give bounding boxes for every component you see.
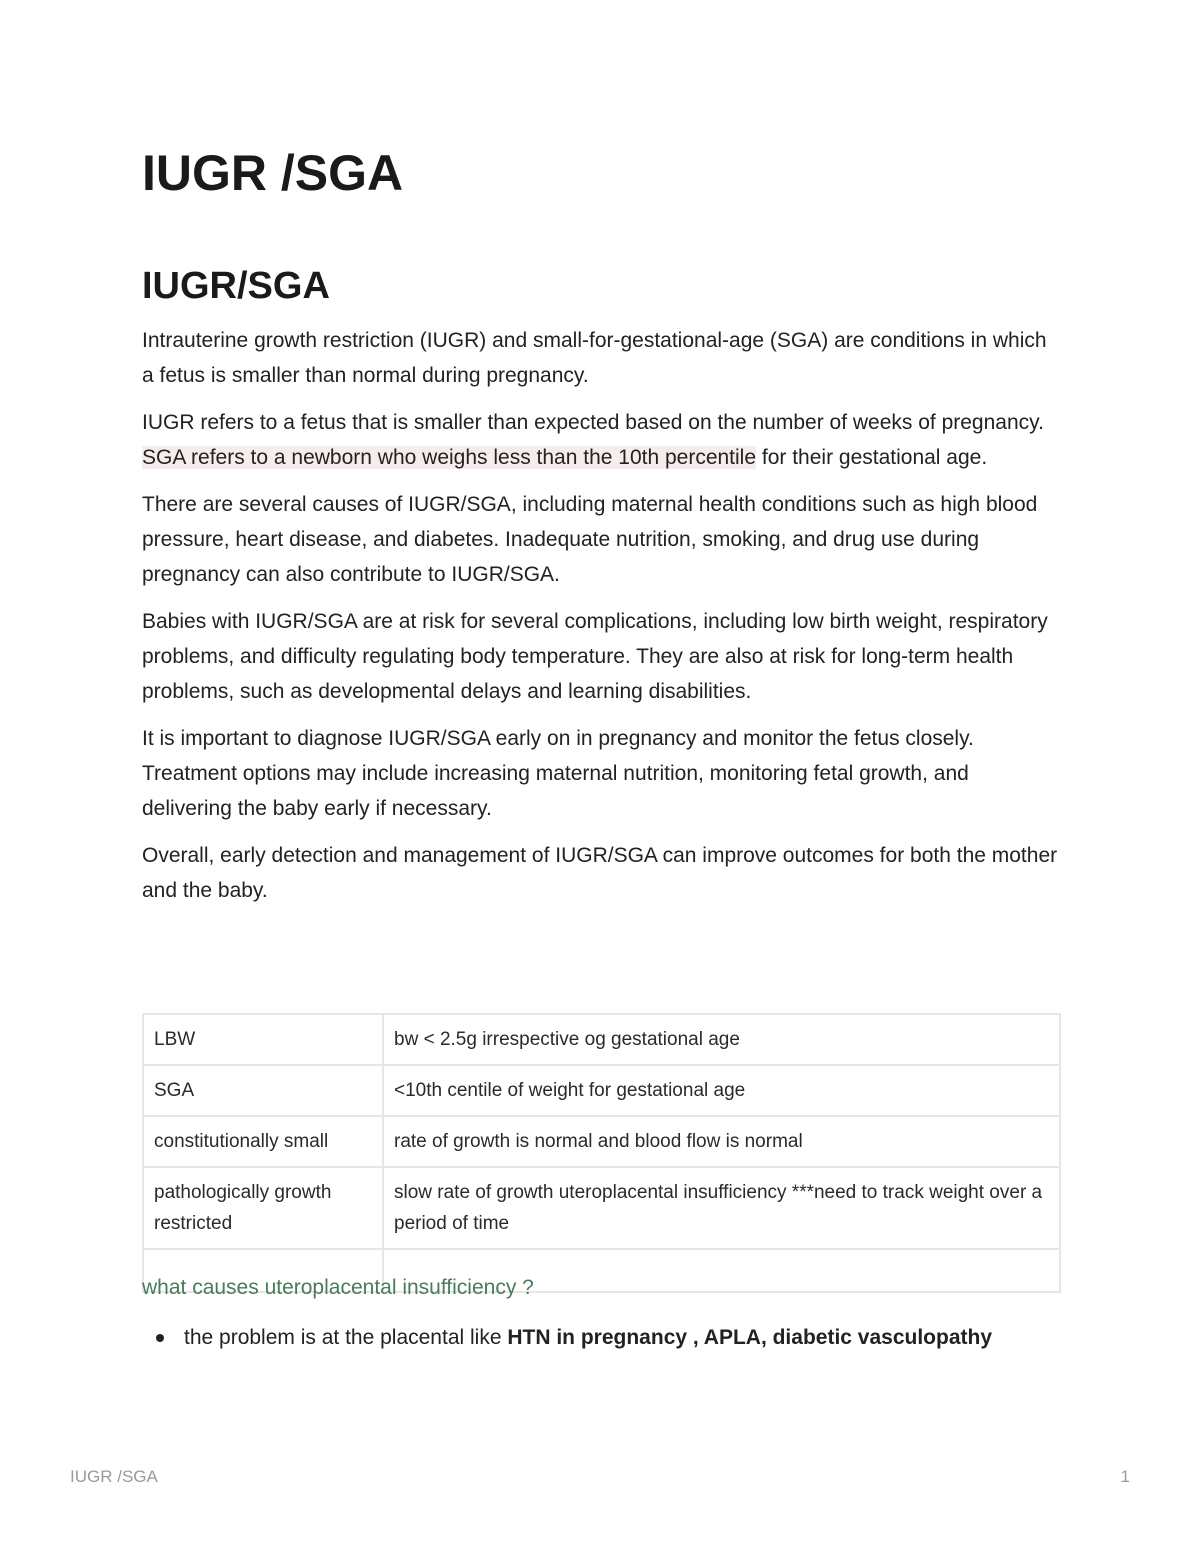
page-number: 1 xyxy=(1120,1467,1130,1486)
table-cell-definition: slow rate of growth uteroplacental insufficiency ***need to track weight over a period of time xyxy=(383,1167,1060,1249)
bullet-bold-text: HTN in pregnancy , APLA, diabetic vasculopathy xyxy=(507,1326,993,1349)
footer-title: IUGR /SGA xyxy=(70,1467,158,1486)
definitions-table xyxy=(142,1013,1061,1293)
paragraph-diagnosis: It is important to diagnose IUGR/SGA early on in pregnancy and monitor the fetus closely. Treatment options may include increasing maternal nutrition, monitoring fetal growth, and delivering the baby early if necessary. xyxy=(142,727,974,820)
table-cell-term: constitutionally small xyxy=(143,1116,383,1167)
paragraph-causes: There are several causes of IUGR/SGA, including maternal health conditions such as high blood pressure, heart disease, and diabetes. Inadequate nutrition, smoking, and drug use during pregnancy can also contribute to IUGR/SGA. xyxy=(142,493,1038,586)
highlighted-text: SGA refers to a newborn who weighs less than the 10th percentile xyxy=(142,446,757,469)
bullet-icon xyxy=(156,1334,164,1342)
table-cell-term: SGA xyxy=(143,1065,383,1116)
bullet-text: the problem is at the placental like xyxy=(184,1326,508,1349)
table-row xyxy=(143,1014,1060,1065)
paragraph-definitions xyxy=(142,405,1060,475)
paragraph-intro: Intrauterine growth restriction (IUGR) and small-for-gestational-age (SGA) are conditions in which a fetus is smaller than normal during pregnancy. xyxy=(142,329,1047,387)
table-cell-definition: <10th centile of weight for gestational age xyxy=(383,1065,1060,1116)
paragraph-complications: Babies with IUGR/SGA are at risk for several complications, including low birth weight, respiratory problems, and difficulty regulating body temperature. They are also at risk for long-term health problems, such as developmental delays and learning disabilities. xyxy=(142,610,1048,703)
page-title: IUGR /SGA xyxy=(142,145,404,201)
table-cell-term: LBW xyxy=(143,1014,383,1065)
question-heading: what causes uteroplacental insufficiency ? xyxy=(142,1276,534,1299)
section-heading: IUGR/SGA xyxy=(142,265,330,307)
paragraph-definitions-end: for their gestational age. xyxy=(756,446,988,469)
table-cell-definition: bw < 2.5g irrespective og gestational age xyxy=(383,1014,1060,1065)
table-row xyxy=(143,1065,1060,1116)
table-cell-term: pathologically growth restricted xyxy=(143,1167,383,1249)
table-row xyxy=(143,1116,1060,1167)
table-row xyxy=(143,1167,1060,1249)
body-text xyxy=(142,323,1060,920)
paragraph-conclusion: Overall, early detection and management of IUGR/SGA can improve outcomes for both the mother and the baby. xyxy=(142,844,1058,902)
paragraph-definitions-start: IUGR refers to a fetus that is smaller than expected based on the number of weeks of pregnancy. xyxy=(142,411,1044,434)
table-cell-definition: rate of growth is normal and blood flow is normal xyxy=(383,1116,1060,1167)
bullet-list xyxy=(142,1320,1060,1355)
list-item xyxy=(142,1320,1060,1355)
